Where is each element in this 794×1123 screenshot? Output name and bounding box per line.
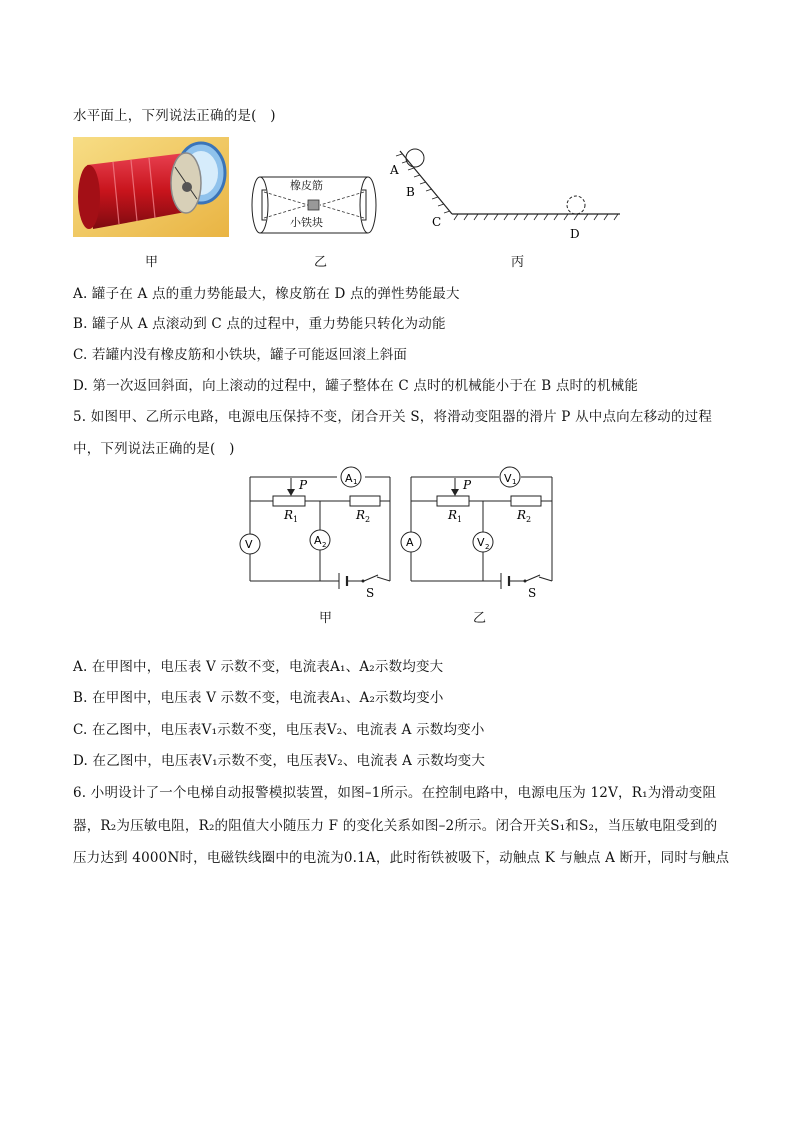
v2-meter-sub: 2 [485, 543, 490, 551]
v1-meter-letter: V [504, 472, 512, 485]
point-b-label: B [406, 185, 415, 199]
switch-s-label: S [366, 586, 375, 600]
slider-p-label-yi: P [463, 478, 472, 492]
r1-sub: 1 [293, 515, 299, 524]
q5-option-c: C. 在乙图中，电压表V₁示数不变，电压表V₂、电流表 A 示数均变小 [73, 722, 485, 738]
r2-label: R [356, 508, 366, 522]
q6-line2: 器，R₂为压敏电阻，R₂的阻值大小随压力 F 的变化关系如图–2所示。闭合开关S₁和S₂，当压敏电阻受到的 [73, 818, 718, 834]
figure-label-yi: 乙 [314, 255, 328, 270]
q5-stem-line1: 5. 如图甲、乙所示电路，电源电压保持不变，闭合开关 S，将滑动变阻器的滑片 P 从中点向左移动的过程 [73, 409, 713, 425]
q5-option-d: D. 在乙图中，电压表V₁示数不变，电压表V₂、电流表 A 示数均变大 [73, 753, 486, 769]
a2-meter-sub: 2 [322, 541, 327, 549]
iron-block-label: 小铁块 [290, 216, 323, 229]
point-a-label: A [390, 163, 399, 177]
q4-stem: 水平面上，下列说法正确的是( ) [73, 108, 276, 124]
rubber-band-label: 橡皮筋 [290, 179, 323, 192]
circuit-label-yi: 乙 [473, 611, 487, 626]
r1-label: R [284, 508, 294, 522]
r2-sub: 2 [365, 515, 371, 524]
a1-meter-sub: 1 [353, 478, 358, 486]
point-d-label: D [570, 227, 580, 241]
circuit-jia [235, 462, 395, 602]
a2-meter-letter: A [314, 534, 322, 547]
q4-option-c: C. 若罐内没有橡皮筋和小铁块，罐子可能返回滚上斜面 [73, 347, 408, 363]
q5-stem-line2: 中，下列说法正确的是( ) [73, 441, 235, 457]
q4-option-b: B. 罐子从 A 点滚动到 C 点的过程中，重力势能只转化为动能 [73, 316, 446, 332]
slider-p-label: P [299, 478, 308, 492]
q5-option-b: B. 在甲图中，电压表 V 示数不变，电流表A₁、A₂示数均变小 [73, 690, 444, 706]
circuit-yi [399, 462, 559, 602]
can-photo [73, 137, 229, 237]
r1-sub-yi: 1 [457, 515, 463, 524]
can-schematic [250, 172, 378, 238]
figure-label-bing: 丙 [511, 255, 525, 270]
q5-option-a: A. 在甲图中，电压表 V 示数不变，电流表A₁、A₂示数均变大 [73, 659, 444, 675]
v-meter-letter: V [245, 538, 253, 551]
q6-line1: 6. 小明设计了一个电梯自动报警模拟装置，如图–1所示。在控制电路中，电源电压为 12V，R₁为滑动变阻 [73, 785, 717, 801]
v2-meter-letter: V [477, 536, 485, 549]
q6-line3: 压力达到 4000N时，电磁铁线圈中的电流为0.1A，此时衔铁被吸下，动触点 K 与触点 A 断开，同时与触点 [73, 850, 730, 866]
figure-label-jia: 甲 [145, 255, 159, 270]
r2-sub-yi: 2 [526, 515, 532, 524]
q4-option-a: A. 罐子在 A 点的重力势能最大，橡皮筋在 D 点的弹性势能最大 [73, 286, 460, 302]
a-meter-letter: A [406, 536, 414, 549]
r2-label-yi: R [517, 508, 527, 522]
point-c-label: C [432, 215, 442, 229]
switch-s-label-yi: S [528, 586, 537, 600]
circuit-label-jia: 甲 [319, 611, 333, 626]
q4-option-d: D. 第一次返回斜面，向上滚动的过程中，罐子整体在 C 点时的机械能小于在 B 点时的机械能 [73, 378, 639, 394]
v1-meter-sub: 1 [512, 478, 517, 486]
incline-diagram [386, 145, 626, 243]
a1-meter-letter: A [345, 472, 353, 485]
r1-label-yi: R [448, 508, 458, 522]
